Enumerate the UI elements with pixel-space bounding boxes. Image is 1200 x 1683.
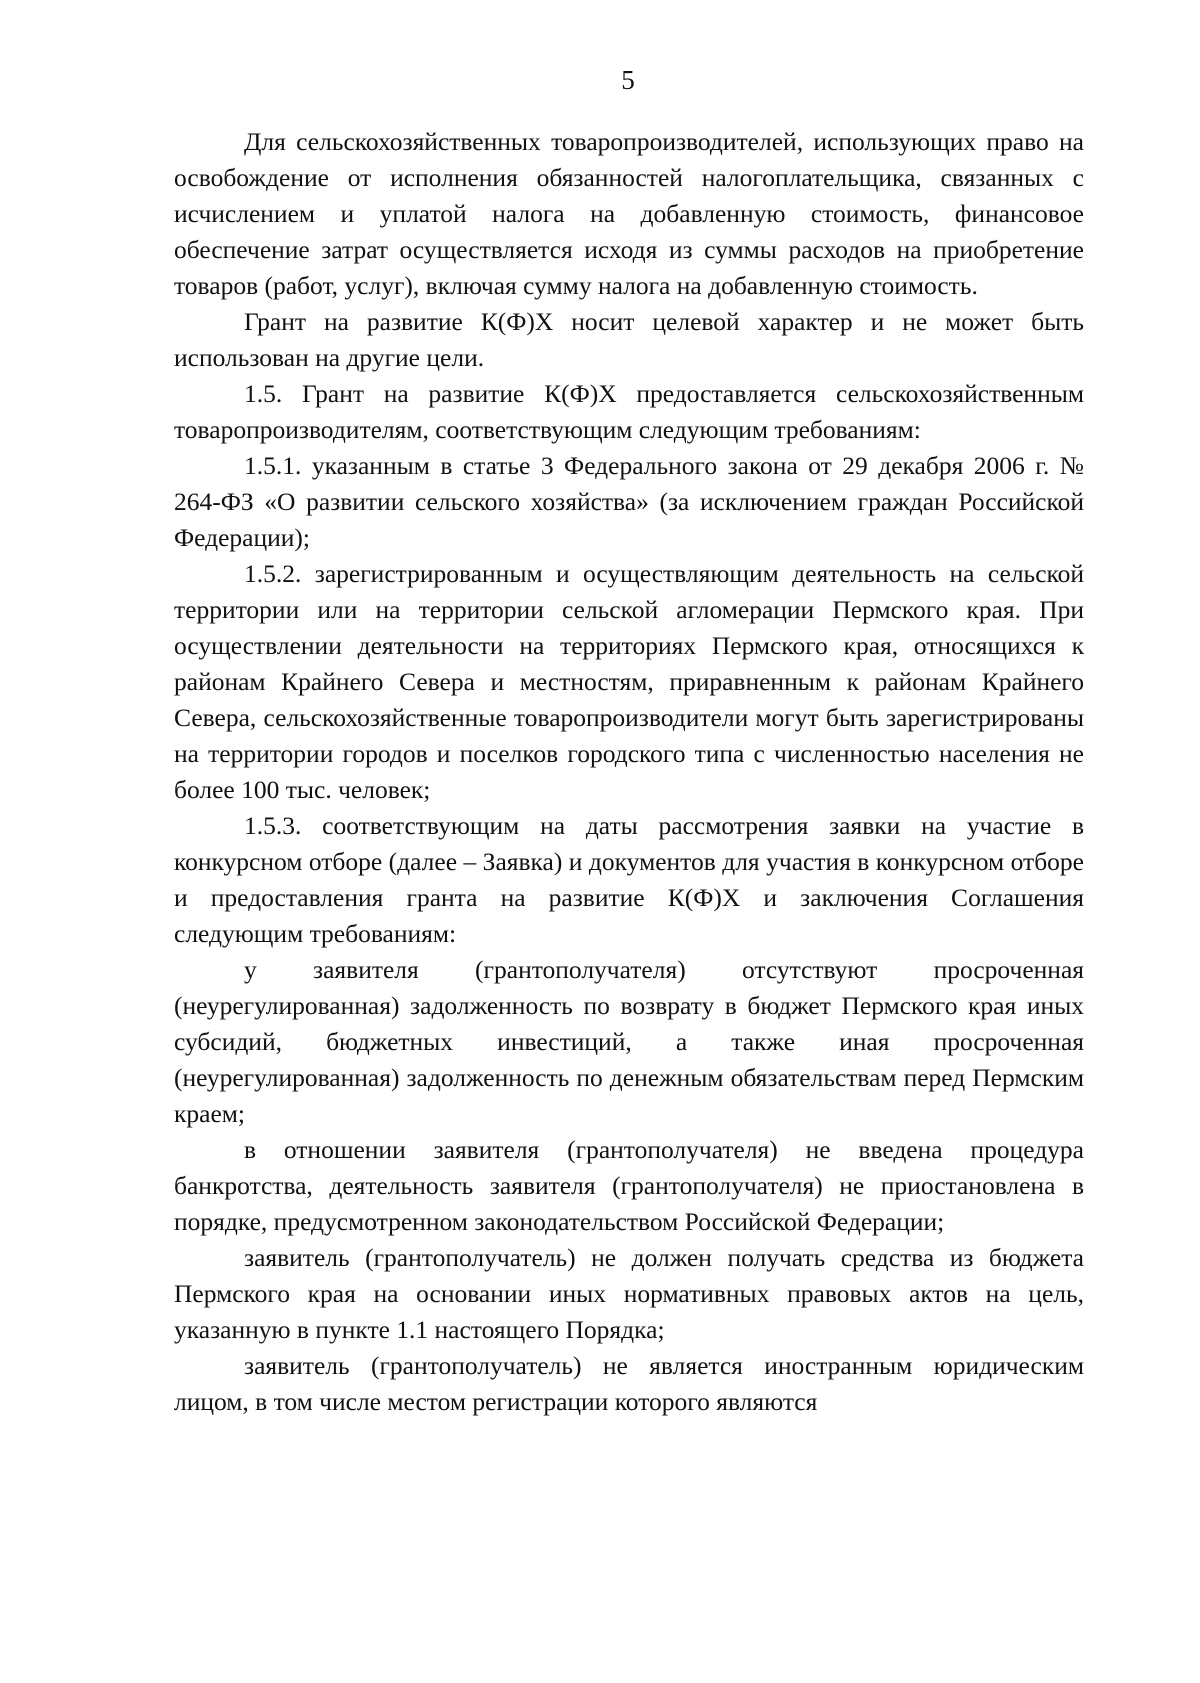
paragraph-1-5: 1.5. Грант на развитие К(Ф)Х предоставляется сельскохозяйственным товаропроизводителям, соответствующим следующим требованиям: [174, 379, 1084, 444]
paragraph-vat-exemption: Для сельскохозяйственных товаропроизводителей, использующих право на освобождение от исполнения обязанностей налогоплательщика, связанных с исчислением и уплатой налога на добавленную стоимость, финансовое обеспечение затрат осуществляется исходя из суммы расходов на приобретение товаров (работ, услуг), включая сумму налога на добавленную стоимость. [174, 127, 1084, 300]
paragraph-grant-purpose: Грант на развитие К(Ф)Х носит целевой характер и не может быть использован на другие цели. [174, 307, 1084, 372]
page-number: 5 [621, 65, 635, 95]
document-body [174, 124, 1084, 1420]
paragraph-no-bankruptcy: в отношении заявителя (грантополучателя) не введена процедура банкротства, деятельность заявителя (грантополучателя) не приостановлена в порядке, предусмотренном законодательством Российской Федерации; [174, 1135, 1084, 1236]
paragraph-no-debt: у заявителя (грантополучателя) отсутствуют просроченная (неурегулированная) задолженность по возврату в бюджет Пермского края иных субсидий, бюджетных инвестиций, а также иная просроченная (неурегулированная) задолженность по денежным обязательствам перед Пермским краем; [174, 955, 1084, 1128]
paragraph-1-5-1: 1.5.1. указанным в статье 3 Федерального закона от 29 декабря 2006 г. № 264-ФЗ «О развитии сельского хозяйства» (за исключением граждан Российской Федерации); [174, 451, 1084, 552]
paragraph-1-5-2: 1.5.2. зарегистрированным и осуществляющим деятельность на сельской территории или на территории сельской агломерации Пермского края. При осуществлении деятельности на территориях Пермского края, относящихся к районам Крайнего Севера и местностям, приравненным к районам Крайнего Севера, сельскохозяйственные товаропроизводители могут быть зарегистрированы на территории городов и поселков городского типа с численностью населения не более 100 тыс. человек; [174, 559, 1084, 804]
paragraph-no-other-funds: заявитель (грантополучатель) не должен получать средства из бюджета Пермского края на основании иных нормативных правовых актов на цель, указанную в пункте 1.1 настоящего Порядка; [174, 1243, 1084, 1344]
paragraph-1-5-3: 1.5.3. соответствующим на даты рассмотрения заявки на участие в конкурсном отборе (далее – Заявка) и документов для участия в конкурсном отборе и предоставления гранта на развитие К(Ф)Х и заключения Соглашения следующим требованиям: [174, 811, 1084, 948]
paragraph-not-foreign-entity: заявитель (грантополучатель) не является иностранным юридическим лицом, в том числе местом регистрации которого являются [174, 1351, 1084, 1416]
